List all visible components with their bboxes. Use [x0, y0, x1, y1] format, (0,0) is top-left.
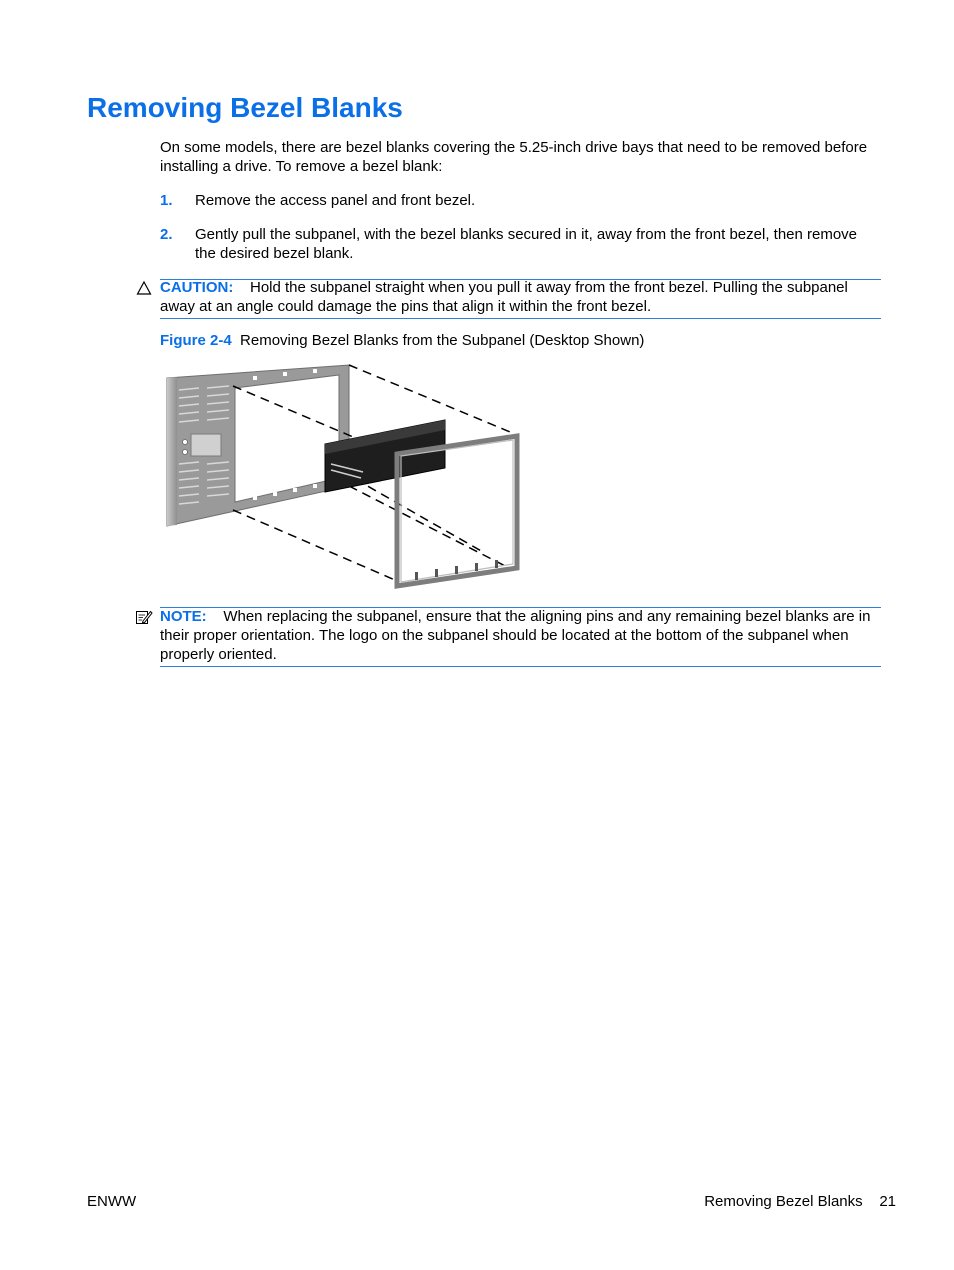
footer-page-number: 21: [879, 1193, 896, 1210]
step-2-text: Gently pull the subpanel, with the bezel blanks secured in it, away from the front bezel, then remove the desired bezel blank.: [195, 226, 858, 262]
note-notice: [160, 607, 881, 664]
front-bezel-shape: [167, 365, 349, 526]
step-1-text: Remove the access panel and front bezel.: [195, 192, 476, 209]
caution-notice: [160, 278, 881, 316]
page-title: Removing Bezel Blanks: [87, 92, 403, 123]
caution-text: Hold the subpanel straight when you pull it away from the front bezel. Pulling the subpanel away at an angle could damage the pins that align it within the front bezel.: [160, 279, 848, 315]
figure-caption: [160, 331, 644, 350]
step-1-number: 1.: [160, 192, 173, 209]
note-pencil-icon: [135, 608, 153, 626]
bezel-blanks-illustration: [163, 360, 523, 596]
footer-right: [704, 1192, 896, 1211]
figure-label: Figure 2-4: [160, 332, 232, 349]
footer-left: ENWW: [87, 1193, 137, 1210]
footer-section: Removing Bezel Blanks: [704, 1193, 863, 1210]
note-bottom-rule: [160, 666, 881, 667]
figure-caption-text: Removing Bezel Blanks from the Subpanel (Desktop Shown): [240, 332, 645, 349]
caution-bottom-rule: [160, 318, 881, 319]
step-2-number: 2.: [160, 226, 173, 243]
note-label: NOTE:: [160, 608, 207, 625]
note-text: When replacing the subpanel, ensure that the aligning pins and any remaining bezel blanks are in their proper orientation. The logo on the subpanel should be located at the bottom of the subpanel when properly oriented.: [160, 608, 871, 663]
intro-paragraph: On some models, there are bezel blanks covering the 5.25-inch drive bays that need to be removed before installing a drive. To remove a bezel blank:: [160, 139, 868, 175]
caution-triangle-icon: [136, 280, 152, 296]
caution-label: CAUTION:: [160, 279, 234, 296]
